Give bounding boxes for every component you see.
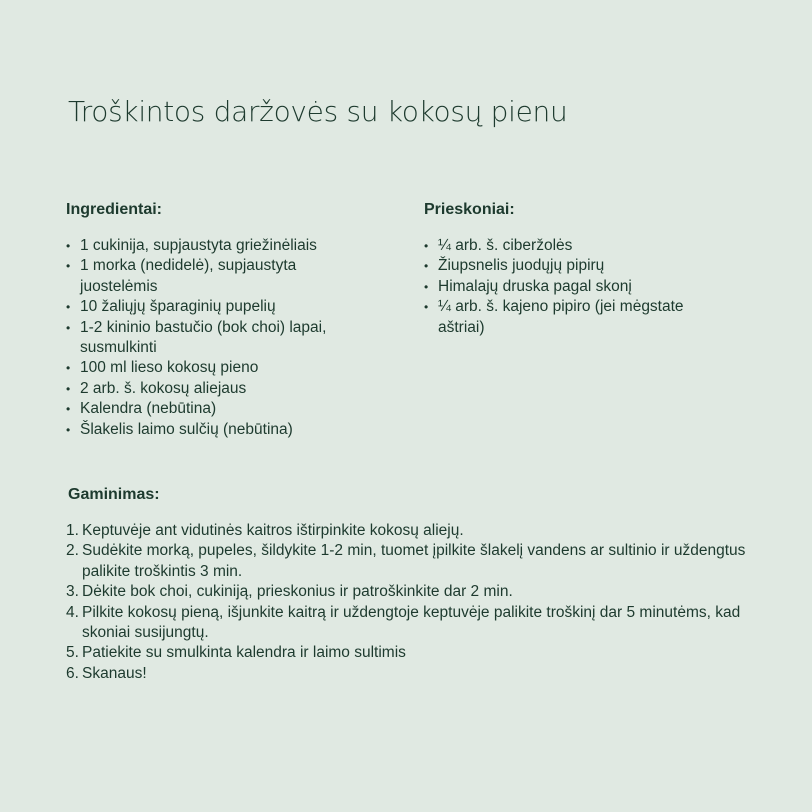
step-number: 3. [66, 583, 79, 601]
ingredients-list [66, 236, 376, 440]
step-number: 1. [66, 522, 79, 539]
method-step [68, 664, 748, 684]
step-number: 2. [66, 542, 79, 560]
ingredient-item: • 1-2 kininio bastučio (bok choi) lapai, susmulkinti [66, 318, 376, 359]
step-number: 6. [66, 664, 79, 682]
recipe-title: Troškintos daržovės su kokosų pienu [68, 95, 568, 128]
spices-list [424, 236, 724, 338]
method-step [68, 643, 748, 663]
ingredient-item: • 1 morka (nedidelė), supjaustyta juostelėmis [66, 256, 376, 297]
step-number: 5. [66, 644, 79, 662]
method-step [68, 582, 748, 602]
ingredient-item: • Šlakelis laimo sulčių (nebūtina) [66, 420, 376, 440]
method-step [68, 541, 748, 582]
ingredients-heading: Ingredientai: [66, 201, 163, 218]
spice-item: • ¼ arb. š. kajeno pipiro (jei mėgstate aštriai) [424, 297, 724, 338]
spices-heading: Prieskoniai: [424, 201, 515, 218]
ingredient-item: • 2 arb. š. kokosų aliejaus [66, 379, 376, 399]
step-text: Skanaus! [82, 664, 147, 682]
ingredients-section [66, 200, 376, 440]
ingredient-item: • Kalendra (nebūtina) [66, 399, 376, 419]
ingredient-item: • 1 cukinija, supjaustyta griežinėliais [66, 236, 376, 256]
method-steps-list [68, 521, 748, 684]
spice-item: • Himalajų druska pagal skonį [424, 277, 724, 297]
step-number: 4. [66, 603, 79, 621]
spice-item: • ¼ arb. š. ciberžolės [424, 236, 724, 256]
step-text: Sudėkite morką, pupeles, šildykite 1-2 min, tuomet įpilkite šlakelį vandens ar sultinio ir uždengtus palikite troškintis 3 min. [82, 542, 746, 580]
method-heading: Gaminimas: [68, 486, 160, 503]
step-text: Dėkite bok choi, cukiniją, prieskonius ir patroškinkite dar 2 min. [82, 583, 513, 601]
method-section [68, 485, 748, 684]
method-step [68, 603, 748, 644]
spices-section [424, 200, 724, 338]
method-step [68, 521, 748, 541]
spice-item: • Žiupsnelis juodųjų pipirų [424, 256, 724, 276]
step-text: Pilkite kokosų pieną, išjunkite kaitrą ir uždengtoje keptuvėje palikite troškinį dar 5 minutėms, kad skoniai susijungtų. [82, 603, 741, 642]
ingredient-item: • 100 ml lieso kokosų pieno [66, 358, 376, 378]
step-text: Patiekite su smulkinta kalendra ir laimo sultimis [82, 644, 406, 662]
step-text: Keptuvėje ant vidutinės kaitros ištirpinkite kokosų aliejų. [82, 522, 464, 539]
ingredient-item: • 10 žaliųjų šparaginių pupelių [66, 297, 376, 317]
